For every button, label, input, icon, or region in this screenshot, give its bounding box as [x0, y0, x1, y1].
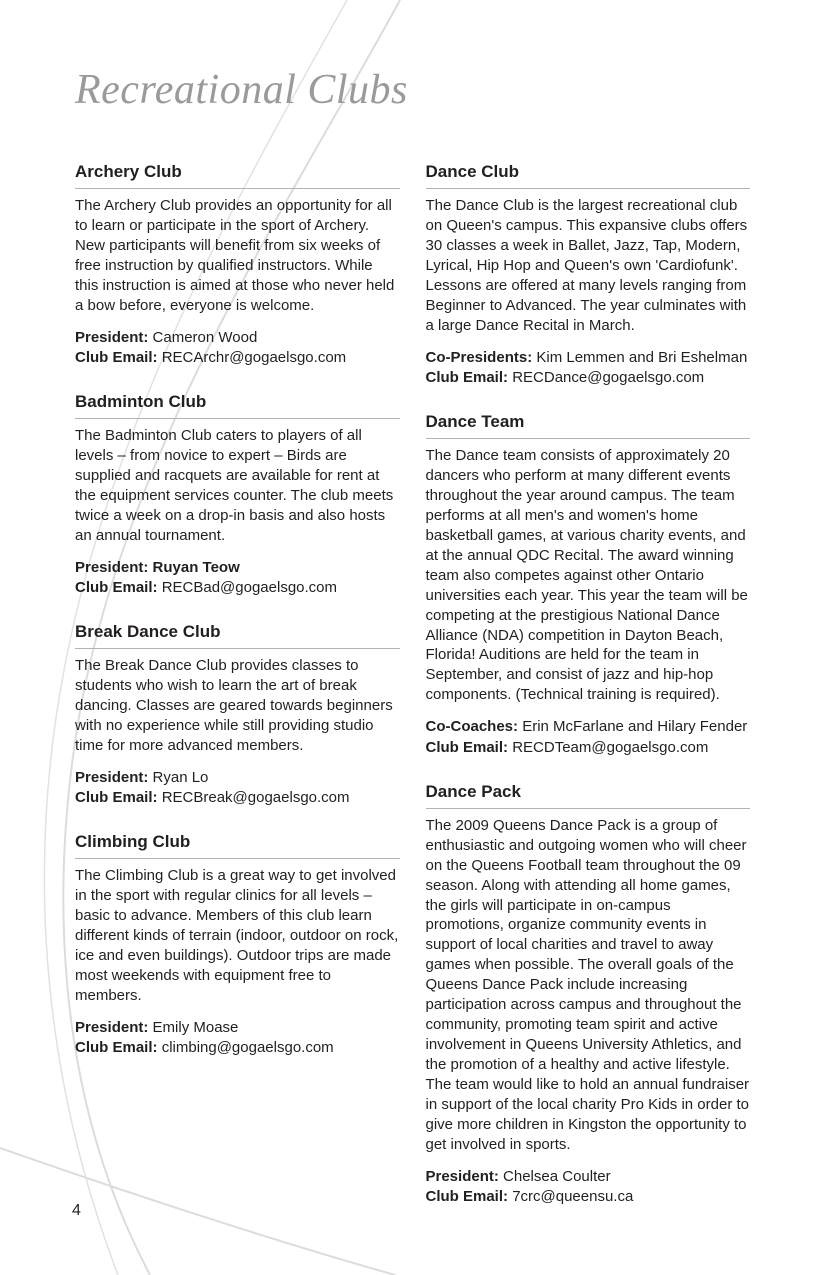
contact-line [75, 788, 400, 808]
contact-line [426, 368, 751, 388]
club-description: The Climbing Club is a great way to get involved in the sport with regular clinics for all levels – basic to advance. Members of this club learn different kinds of terrain (indoor, outdoor on rock, ice and even buildings). Outdoor trips are made most weekends with equipment free to members. [75, 867, 399, 1005]
contact-label: Club Email: [75, 348, 158, 366]
contact-label: President: [425, 1167, 499, 1185]
contact-label: Club Email: [75, 789, 158, 807]
contact-line [75, 768, 400, 788]
contact-label: Club Email: [75, 1039, 158, 1057]
two-column-layout [75, 162, 750, 1231]
contact-value: Ruyan Teow [152, 558, 240, 576]
left-column [75, 162, 400, 1083]
club-heading: Break Dance Club [75, 622, 400, 649]
right-column [426, 162, 751, 1231]
contact-line [75, 558, 400, 578]
contact-label: Club Email: [425, 368, 509, 386]
club-heading: Climbing Club [75, 832, 400, 859]
contact-value: Erin McFarlane and Hilary Fender [522, 718, 748, 736]
contact-line [75, 578, 400, 598]
contact-value: Kim Lemmen and Bri Eshelman [536, 348, 748, 366]
contact-line [75, 1038, 400, 1058]
club-description: The Dance Club is the largest recreational club on Queen's campus. This expansive clubs offers 30 classes a week in Ballet, Jazz, Tap, Modern, Lyrical, Hip Hop and Queen's own 'Cardiofunk'. Lessons are offered at many levels ranging from Beginner to Advanced. The year culminates with a large Dance Recital in March. [425, 197, 748, 334]
club-section-climbing [75, 832, 400, 1058]
club-description: The 2009 Queens Dance Pack is a group of enthusiastic and outgoing women who will cheer on the Queens Football team throughout the 09 season. Along with attending all home games, the girls will participate in on-campus promotions, organize community events in support of local charities and travel to away games when possible. The overall goals of the Queens Dance Pack include increasing participation across campus and throughout the community, promoting team spirit and active involvement in Queens University Athletics, and the promotion of a healthy and active lifestyle. The team would like to hold an annual fundraiser in support of the local charity Pro Kids in order to give more children in Kingston the opportunity to get involved in sports. [425, 816, 750, 1153]
club-section-dance-pack [426, 782, 751, 1207]
contact-line [75, 348, 400, 368]
contact-label: President: [75, 328, 149, 346]
contact-label: Club Email: [425, 738, 509, 756]
contact-line [426, 717, 751, 737]
contact-value: RECDance@gogaelsgo.com [512, 368, 705, 386]
club-description: The Dance team consists of approximately 20 dancers who perform at many different events throughout the year around campus. The team performs at all men's and women's home basketball games, at various charity events, and at the annual QDC Recital. The award winning team also competes against other Ontario universities each year. This year the team will be competing at the prestigious National Dance Alliance (NDA) competition in Dayton Beach, Florida! Auditions are held for the team in September, and consist of jazz and hip-hop components. (Technical training is required). [425, 447, 748, 704]
club-heading: Dance Pack [426, 782, 751, 809]
contact-value: RECDTeam@gogaelsgo.com [512, 738, 709, 756]
contact-line [426, 348, 751, 368]
contact-line [426, 1187, 751, 1207]
club-description: The Archery Club provides an opportunity for all to learn or participate in the sport of Archery. New participants will benefit from six weeks of free instruction by qualified instructors. While this instruction is aimed at those who never held a bow before, everyone is welcome. [75, 197, 395, 314]
club-heading: Archery Club [75, 162, 400, 189]
contact-value: Ryan Lo [152, 768, 209, 786]
club-section-badminton [75, 392, 400, 598]
contact-line [75, 328, 400, 348]
contact-label: President: [75, 1019, 149, 1036]
contact-value: Chelsea Coulter [503, 1167, 611, 1185]
contact-value: climbing@gogaelsgo.com [161, 1039, 334, 1057]
contact-value: RECBad@gogaelsgo.com [161, 579, 338, 596]
contact-label: Co-Presidents: [425, 348, 533, 366]
contact-value: 7crc@queensu.ca [512, 1187, 634, 1205]
contact-value: RECBreak@gogaelsgo.com [161, 789, 350, 807]
club-section-dance-club [426, 162, 751, 388]
club-description: The Break Dance Club provides classes to students who wish to learn the art of break dancing. Classes are geared towards beginners with no experience while still providing studio time for more advanced members. [75, 657, 393, 754]
club-section-archery [75, 162, 400, 368]
contact-value: RECArchr@gogaelsgo.com [161, 348, 347, 366]
contact-label: President: [75, 558, 149, 576]
club-section-break-dance [75, 622, 400, 808]
contact-label: President: [75, 768, 149, 786]
club-section-dance-team [426, 412, 751, 758]
page-title: Recreational Clubs [75, 67, 408, 113]
club-heading: Dance Team [426, 412, 751, 439]
contact-label: Club Email: [75, 579, 158, 596]
contact-value: Emily Moase [152, 1019, 239, 1036]
contact-label: Club Email: [425, 1187, 509, 1205]
page-number: 4 [72, 1202, 81, 1219]
contact-label: Co-Coaches: [425, 718, 519, 736]
club-heading: Dance Club [426, 162, 751, 189]
contact-line [426, 1167, 751, 1187]
contact-line [426, 738, 751, 758]
contact-line [75, 1018, 400, 1038]
club-heading: Badminton Club [75, 392, 400, 419]
club-description: The Badminton Club caters to players of all levels – from novice to expert – Birds are supplied and racquets are available for rent at the equipment services counter. The club meets twice a week on a drop-in basis and also hosts an annual tournament. [75, 427, 394, 544]
contact-value: Cameron Wood [152, 328, 258, 346]
